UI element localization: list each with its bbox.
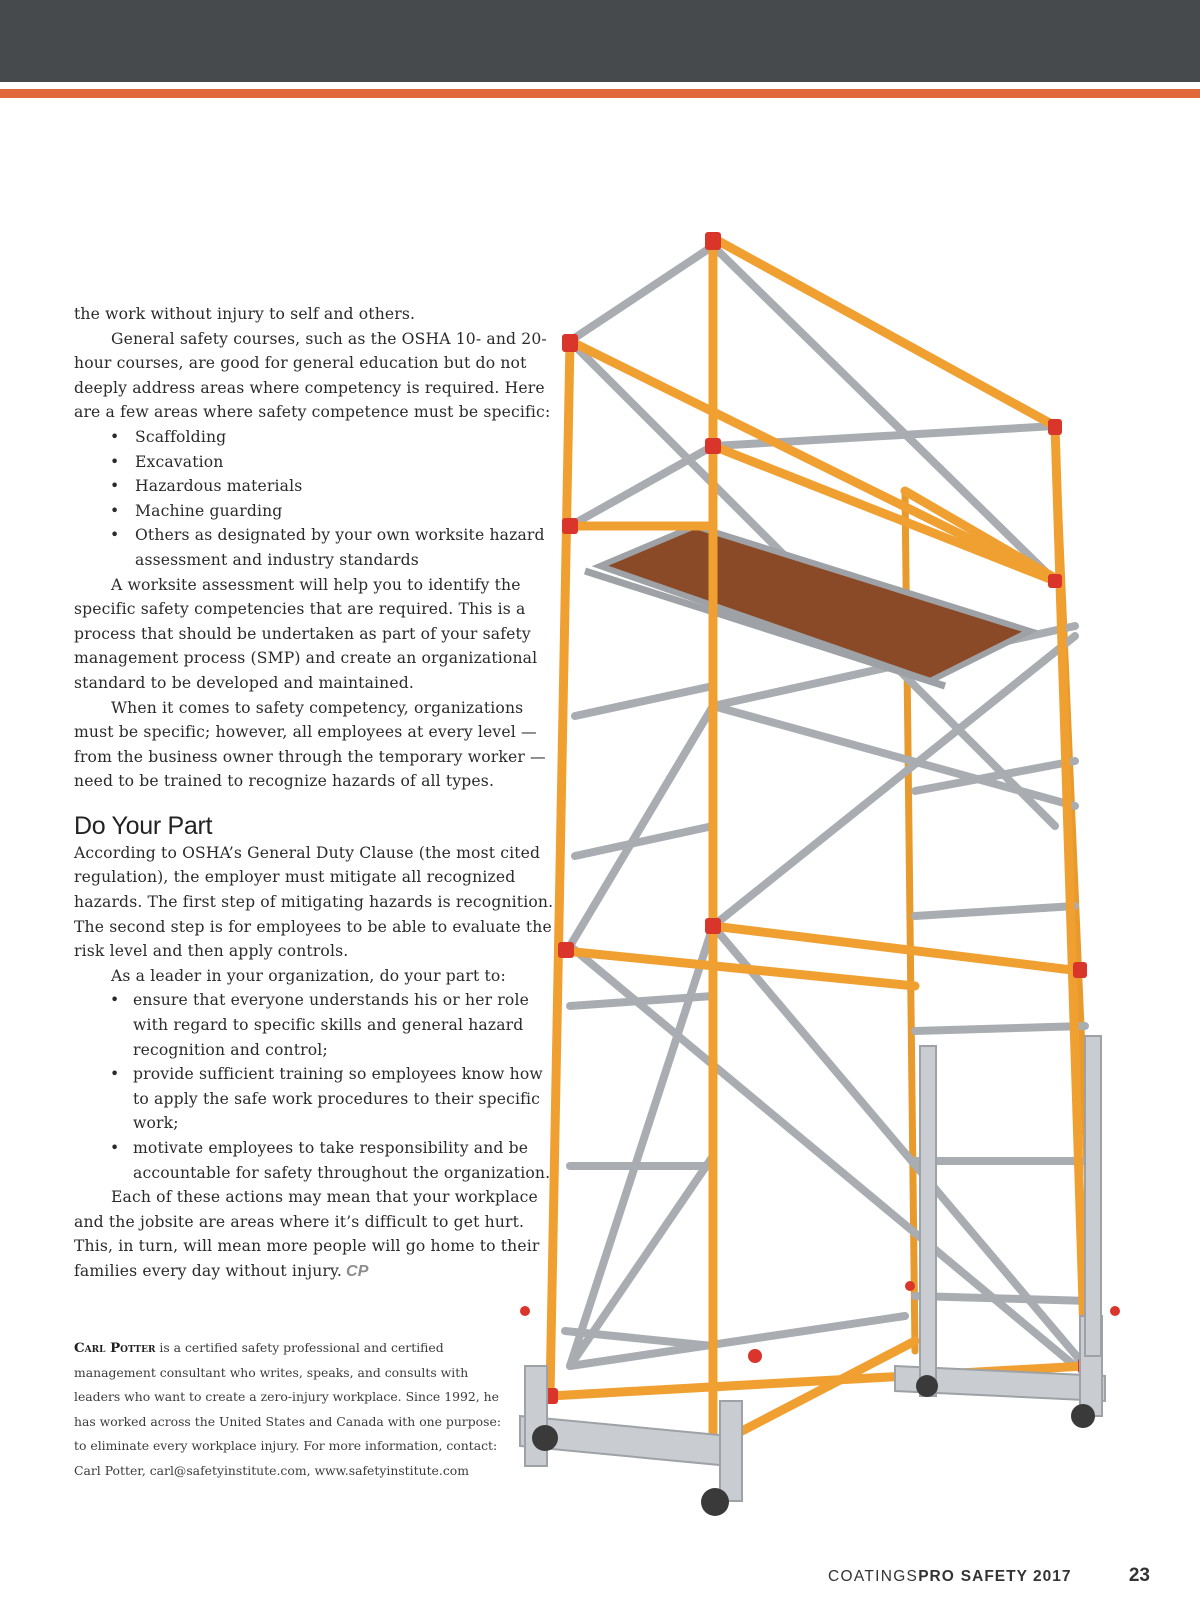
brand-bold: PRO (918, 1568, 955, 1585)
author-bio (74, 1336, 504, 1484)
paragraph-leader: As a leader in your organization, do your part to: (111, 966, 506, 985)
magazine-brand (828, 1568, 1071, 1586)
list-item: • ensure that everyone understands his or her role with regard to specific skills and general hazard recognition and control; (74, 988, 554, 1062)
header-accent-stripe (0, 89, 1200, 98)
article-body (74, 302, 554, 1285)
author-name: Carl Potter (74, 1340, 156, 1356)
bio-text: is a certified safety professional and certified management consultant who writes, speaks, and consults with leaders who want to create a zero-injury workplace. Since 1992, he has worked across the United States and Canada with one purpose: to eliminate every workplace injury. For more information, contact: Carl Potter, carl@safetyinstitute.com, www.safetyinstitute.com (74, 1340, 501, 1478)
scaffold-illustration (515, 226, 1155, 1556)
closing-text: Each of these actions may mean that your workplace and the jobsite are areas where it’s difficult to get hurt. This, in turn, will mean more people will go home to their families every day without injury. (74, 1188, 540, 1280)
page-number: 23 (1128, 1565, 1150, 1586)
list-item: • Excavation (74, 450, 554, 475)
brand-light: COATINGS (828, 1568, 919, 1585)
list-item: • Scaffolding (74, 425, 554, 450)
end-mark: CP (346, 1262, 369, 1280)
cross-braces (565, 246, 1090, 1366)
list-item: • Hazardous materials (74, 474, 554, 499)
paragraph-worksite-assessment: A worksite assessment will help you to identify the specific safety competencies that are required. This is a process that should be undertaken as part of your safety management process (SMP) and create an organizational standard to be developed and maintained. (74, 575, 538, 692)
section-heading: Do Your Part (74, 811, 213, 840)
paragraph-closing (74, 1185, 554, 1284)
paragraph-continued: the work without injury to self and others. (74, 305, 416, 323)
leader-actions-list (74, 988, 554, 1185)
header-bar (0, 0, 1200, 82)
platform (585, 526, 1030, 686)
header-gap (0, 82, 1200, 89)
paragraph-general-duty: According to OSHA’s General Duty Clause (the most cited regulation), the employer must mitigate all recognized hazards. The first step of mitigating hazards is recognition. The second step is for employees to be able to evaluate the risk level and then apply controls. (74, 843, 554, 961)
page-footer (820, 1564, 1150, 1590)
list-item: • provide sufficient training so employees know how to apply the safe work procedures to their specific work; (74, 1062, 554, 1136)
base-outriggers (520, 1036, 1105, 1501)
list-item: • motivate employees to take responsibility and be accountable for safety throughout the organization. (74, 1136, 554, 1185)
issue-label: SAFETY 2017 (960, 1568, 1072, 1585)
paragraph-general-safety: General safety courses, such as the OSHA 10- and 20-hour courses, are good for general education but do not deeply address areas where competency is required. Here are a few areas where safety competence must be specific: (74, 329, 551, 422)
competency-areas-list (74, 425, 554, 573)
list-item: • Others as designated by your own worksite hazard assessment and industry standards (74, 523, 554, 572)
adjustment-knobs (520, 1281, 1120, 1363)
paragraph-safety-competency: When it comes to safety competency, organizations must be specific; however, all employees at every level — from the business owner through the temporary worker — need to be trained to recognize hazards of all types. (74, 698, 546, 791)
list-item: • Machine guarding (74, 499, 554, 524)
